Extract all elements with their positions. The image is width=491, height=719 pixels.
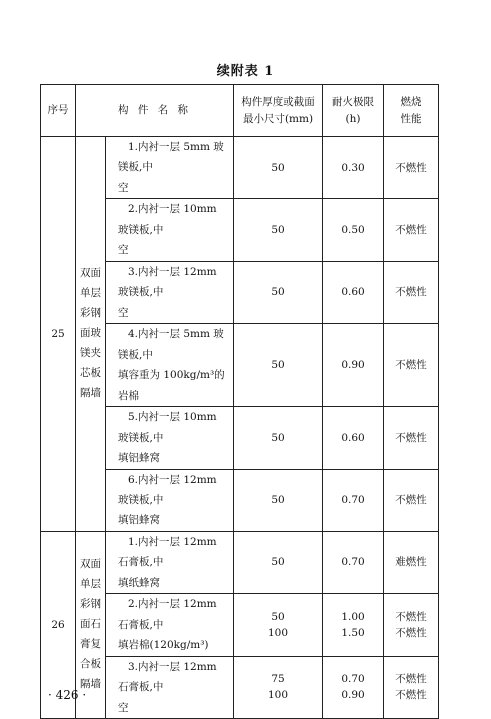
header-fire-line2: (h) <box>345 112 361 125</box>
thickness-cell <box>234 469 323 531</box>
header-comb-line1: 燃烧 <box>400 96 422 109</box>
component-desc-line2: 空 <box>118 306 129 319</box>
thickness-cell <box>234 137 323 199</box>
combustibility-value: 不燃性 <box>395 673 427 686</box>
component-type-line: 彩钢 <box>80 598 101 611</box>
component-desc-cell <box>106 199 234 261</box>
component-desc-line1: 2.内衬一层 12mm 石膏板,中 <box>118 598 217 631</box>
thickness-cell <box>234 324 323 407</box>
component-type-line: 隔墙 <box>80 677 101 690</box>
combustibility-value: 不燃性 <box>395 689 427 702</box>
thickness-value: 50 <box>271 556 285 569</box>
component-desc-line2: 空 <box>118 181 129 194</box>
component-desc-cell <box>106 594 234 656</box>
component-desc-line1: 3.内衬一层 12mm 石膏板,中 <box>118 660 217 694</box>
component-desc-cell <box>106 656 234 718</box>
component-desc-line1: 6.内衬一层 12mm 玻镁板,中 <box>118 473 217 506</box>
thickness-value: 50 <box>271 286 285 299</box>
fire-limit-cell <box>323 137 384 199</box>
fire-limit-value: 0.70 <box>341 494 365 507</box>
combustibility-cell <box>384 137 439 199</box>
header-thickness-line2: 最小尺寸(mm) <box>242 112 314 125</box>
component-desc-line1: 4.内衬一层 5mm 玻镁板,中 <box>118 328 224 361</box>
fire-limit-cell <box>323 199 384 261</box>
combustibility-cell <box>384 656 439 718</box>
combustibility-value: 不燃性 <box>395 494 427 507</box>
header-comb-line2: 性能 <box>400 112 422 125</box>
component-desc-line2: 空 <box>118 701 129 714</box>
combustibility-value: 不燃性 <box>395 610 427 623</box>
fire-limit-value: 0.90 <box>341 359 365 372</box>
thickness-value: 50 <box>271 223 285 236</box>
combustibility-value: 难燃性 <box>395 556 427 569</box>
header-row <box>41 85 439 137</box>
component-desc-line2: 填容重为 100kg/m³的岩棉 <box>118 369 225 402</box>
combustibility-value: 不燃性 <box>395 223 427 236</box>
table-row <box>41 137 439 199</box>
thickness-value: 100 <box>267 627 289 640</box>
component-desc-line1: 5.内衬一层 10mm 玻镁板,中 <box>118 411 217 444</box>
header-name <box>76 85 234 137</box>
table-title: 续附表 1 <box>216 64 275 79</box>
combustibility-value: 不燃性 <box>395 359 427 372</box>
fire-limit-value: 1.50 <box>341 627 365 640</box>
combustibility-cell <box>384 531 439 593</box>
thickness-cell <box>234 199 323 261</box>
component-desc-line1: 1.内衬一层 12mm 石膏板,中 <box>118 535 217 569</box>
thickness-value: 50 <box>271 161 285 174</box>
fire-limit-cell <box>323 324 384 407</box>
header-thickness-line1: 构件厚度或截面 <box>241 96 315 109</box>
fire-limit-cell <box>323 469 384 531</box>
component-type-line: 单层 <box>80 287 101 300</box>
header-fire-limit <box>323 85 384 137</box>
component-desc-cell <box>106 531 234 593</box>
fire-resistance-table <box>40 84 439 719</box>
component-type-line: 镁夹 <box>80 346 101 359</box>
component-desc-line2: 空 <box>118 244 129 257</box>
component-type-line: 彩钢 <box>80 307 101 320</box>
component-desc-line2: 填岩棉(120kg/m³) <box>118 639 209 652</box>
component-type-line: 单层 <box>80 578 101 591</box>
component-type-line: 合板 <box>80 657 101 670</box>
fire-limit-value: 0.70 <box>341 673 365 686</box>
combustibility-value: 不燃性 <box>395 161 427 174</box>
component-type-line: 隔墙 <box>80 386 101 399</box>
table-body <box>41 137 439 719</box>
thickness-value: 50 <box>271 610 285 623</box>
component-desc-cell <box>106 137 234 199</box>
combustibility-cell <box>384 469 439 531</box>
thickness-cell <box>234 531 323 593</box>
thickness-value: 75 <box>271 673 285 686</box>
component-type-line: 双面 <box>80 558 101 571</box>
component-desc-line1: 3.内衬一层 12mm 玻镁板,中 <box>118 265 217 299</box>
component-desc-line1: 1.内衬一层 5mm 玻镁板,中 <box>118 141 224 174</box>
fire-limit-cell <box>323 531 384 593</box>
component-desc-line2: 填铝蜂窝 <box>118 452 160 465</box>
thickness-value: 50 <box>271 431 285 444</box>
combustibility-value: 不燃性 <box>395 627 427 640</box>
fire-limit-value: 0.50 <box>341 223 365 236</box>
header-fire-line1: 耐火极限 <box>332 96 375 109</box>
fire-limit-cell <box>323 656 384 718</box>
thickness-cell <box>234 656 323 718</box>
header-thickness <box>234 85 323 137</box>
fire-limit-cell <box>323 594 384 656</box>
combustibility-value: 不燃性 <box>395 286 427 299</box>
combustibility-cell <box>384 199 439 261</box>
seq-cell: 26 <box>41 531 76 718</box>
seq-cell: 25 <box>41 137 76 532</box>
component-type-line: 面石 <box>80 618 101 631</box>
thickness-value: 100 <box>267 689 289 702</box>
combustibility-cell <box>384 594 439 656</box>
thickness-cell <box>234 261 323 323</box>
fire-limit-value: 1.00 <box>341 610 365 623</box>
fire-limit-value: 0.60 <box>341 286 365 299</box>
header-seq: 序号 <box>41 85 76 137</box>
fire-limit-value: 0.60 <box>341 431 365 444</box>
fire-limit-cell <box>323 407 384 469</box>
fire-limit-value: 0.90 <box>341 689 365 702</box>
component-desc-line1: 2.内衬一层 10mm 玻镁板,中 <box>118 203 217 236</box>
component-type-cell <box>76 137 106 532</box>
fire-limit-value: 0.70 <box>341 556 365 569</box>
header-name-text: 构 件 名 称 <box>118 104 192 117</box>
thickness-cell <box>234 407 323 469</box>
component-desc-cell <box>106 324 234 407</box>
combustibility-cell <box>384 407 439 469</box>
fire-limit-value: 0.30 <box>341 161 365 174</box>
table-row <box>41 531 439 593</box>
component-type-line: 面玻 <box>80 326 101 339</box>
thickness-value: 50 <box>271 494 285 507</box>
combustibility-cell <box>384 324 439 407</box>
fire-limit-cell <box>323 261 384 323</box>
component-type-line: 膏复 <box>80 637 101 650</box>
component-type-line: 芯板 <box>80 366 101 379</box>
page-number: · 426 · <box>48 688 87 702</box>
component-desc-cell <box>106 261 234 323</box>
combustibility-cell <box>384 261 439 323</box>
component-desc-line2: 填铝蜂窝 <box>118 514 160 527</box>
component-desc-cell <box>106 469 234 531</box>
header-combustibility <box>384 85 439 137</box>
component-type-line: 双面 <box>80 267 101 280</box>
component-desc-cell <box>106 407 234 469</box>
thickness-value: 50 <box>271 359 285 372</box>
combustibility-value: 不燃性 <box>395 431 427 444</box>
thickness-cell <box>234 594 323 656</box>
component-desc-line2: 填纸蜂窝 <box>118 576 160 589</box>
